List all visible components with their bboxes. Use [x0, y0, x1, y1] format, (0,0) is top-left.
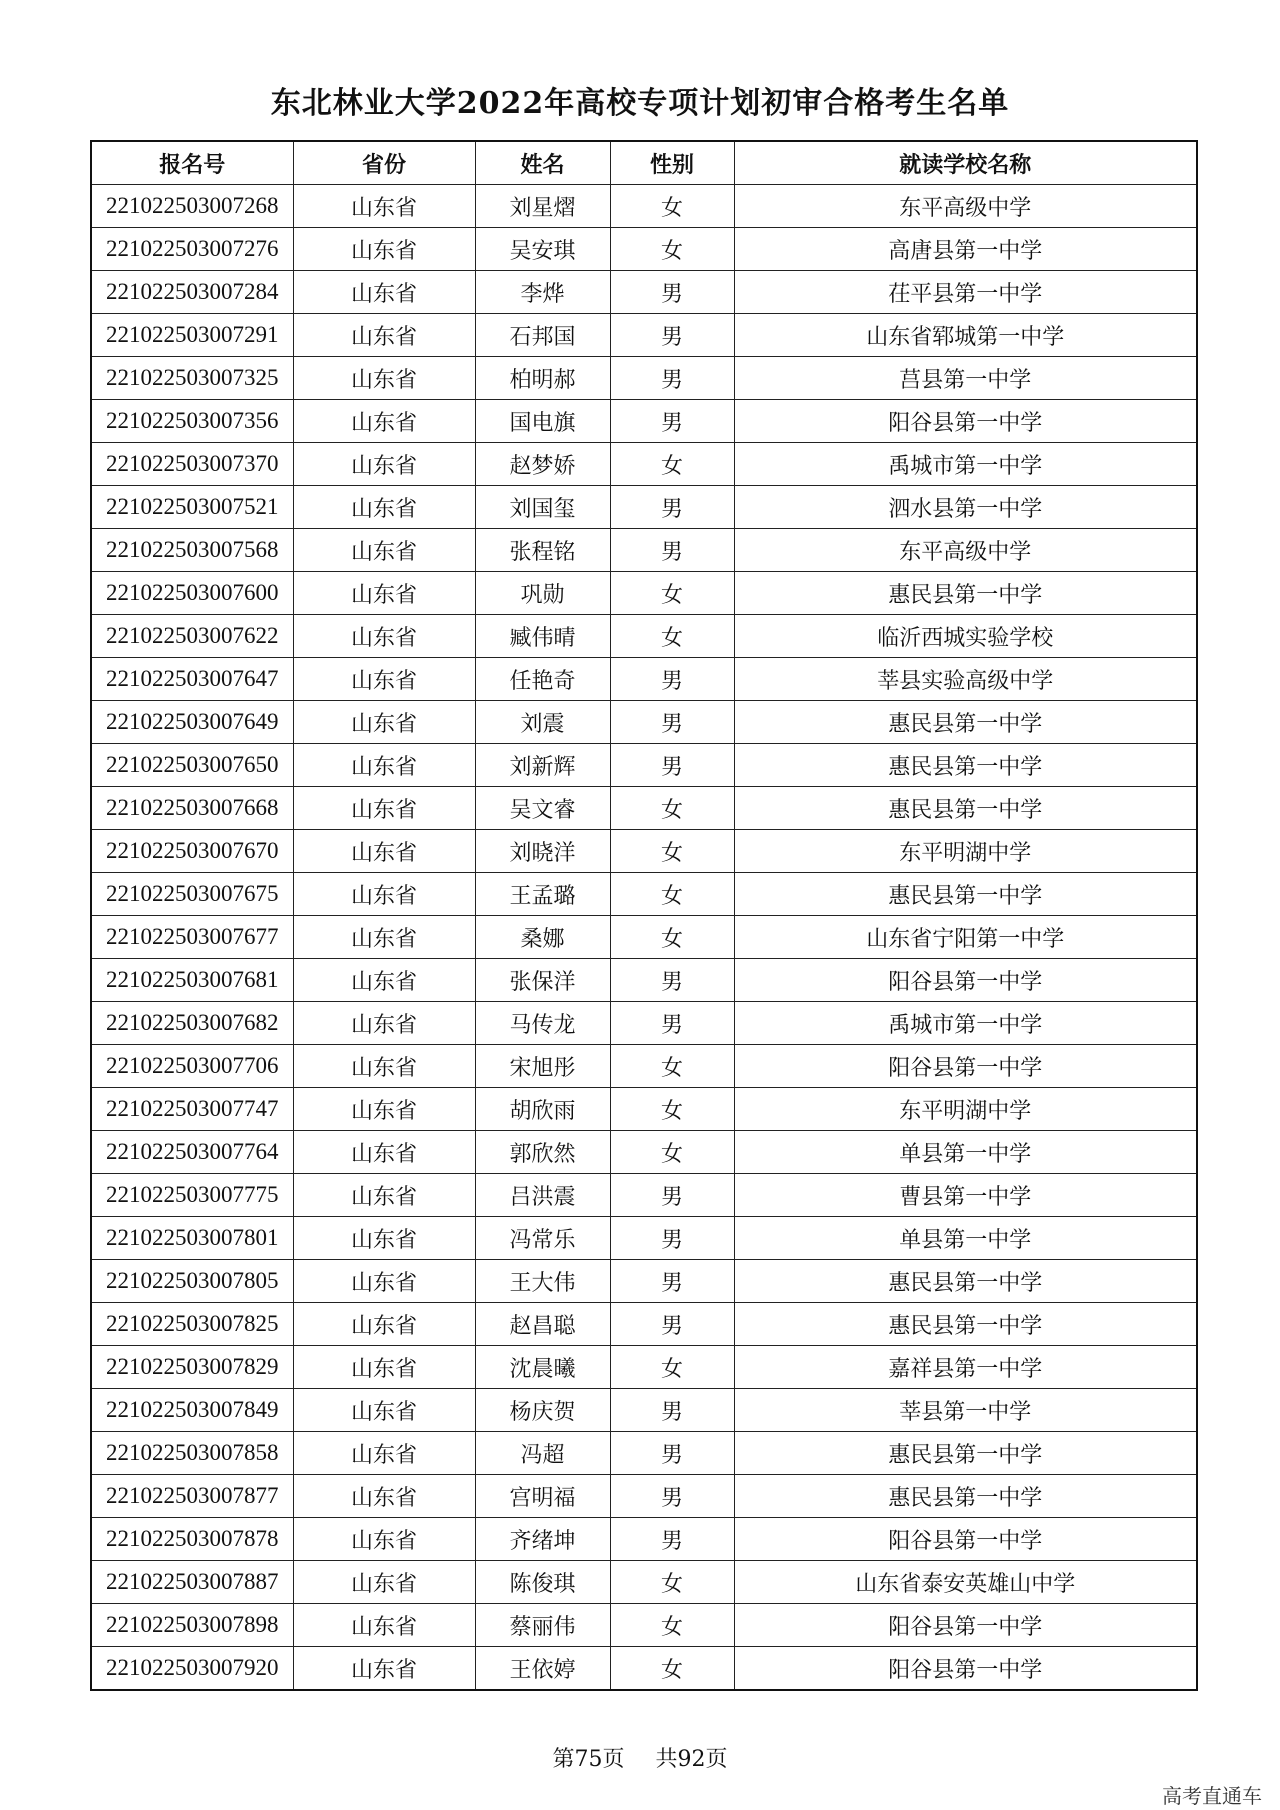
gender-cell: 男 [610, 529, 734, 572]
table-row [91, 873, 1197, 916]
gender-cell: 男 [610, 1518, 734, 1561]
gender-cell: 女 [610, 443, 734, 486]
registration-number-cell: 221022503007622 [91, 615, 293, 658]
name-cell: 冯常乐 [475, 1217, 610, 1260]
page-total: 共92页 [655, 1747, 728, 1772]
registration-number-cell: 22102250300726​8 [91, 185, 293, 228]
name-cell: 蔡丽伟 [475, 1604, 610, 1647]
school-cell: 阳谷县第一中学 [734, 959, 1197, 1002]
registration-number-cell: 221022503007682 [91, 1002, 293, 1045]
school-cell: 禹城市第一中学 [734, 1002, 1197, 1045]
name-cell: 刘晓洋 [475, 830, 610, 873]
name-cell: 马传龙 [475, 1002, 610, 1045]
table-row [91, 572, 1197, 615]
province-cell: 山东省 [293, 959, 475, 1002]
province-cell: 山东省 [293, 486, 475, 529]
registration-number-cell: 221022503007647 [91, 658, 293, 701]
table-row [91, 615, 1197, 658]
province-cell: 山东省 [293, 1346, 475, 1389]
registration-number-cell: 221022503007649 [91, 701, 293, 744]
name-cell: 王孟璐 [475, 873, 610, 916]
table-row [91, 271, 1197, 314]
name-cell: 王依婷 [475, 1647, 610, 1691]
province-cell: 山东省 [293, 400, 475, 443]
province-cell: 山东省 [293, 443, 475, 486]
registration-number-cell: 221022503007877 [91, 1475, 293, 1518]
school-cell: 阳谷县第一中学 [734, 1647, 1197, 1691]
table-row [91, 228, 1197, 271]
name-cell: 国电旗 [475, 400, 610, 443]
name-cell: 张保洋 [475, 959, 610, 1002]
province-cell: 山东省 [293, 787, 475, 830]
registration-number-cell: 221022503007825 [91, 1303, 293, 1346]
registration-number-cell: 221022503007650 [91, 744, 293, 787]
table-row [91, 1561, 1197, 1604]
province-cell: 山东省 [293, 1303, 475, 1346]
school-cell: 东平高级中学 [734, 185, 1197, 228]
column-header-registration-number: 报名号 [91, 141, 293, 185]
name-cell: 臧伟晴 [475, 615, 610, 658]
school-cell: 单县第一中学 [734, 1217, 1197, 1260]
table-row [91, 701, 1197, 744]
province-cell: 山东省 [293, 916, 475, 959]
page-number: 第75页 [552, 1747, 625, 1772]
column-header-school: 就读学校名称 [734, 141, 1197, 185]
name-cell: 宫明福 [475, 1475, 610, 1518]
name-cell: 任艳奇 [475, 658, 610, 701]
gender-cell: 女 [610, 228, 734, 271]
table-row [91, 314, 1197, 357]
gender-cell: 女 [610, 1604, 734, 1647]
province-cell: 山东省 [293, 1561, 475, 1604]
school-cell: 惠民县第一中学 [734, 1432, 1197, 1475]
province-cell: 山东省 [293, 658, 475, 701]
name-cell: 巩勋 [475, 572, 610, 615]
table-row [91, 1604, 1197, 1647]
province-cell: 山东省 [293, 572, 475, 615]
province-cell: 山东省 [293, 1604, 475, 1647]
province-cell: 山东省 [293, 1174, 475, 1217]
table-row [91, 1303, 1197, 1346]
province-cell: 山东省 [293, 1475, 475, 1518]
table-row [91, 1432, 1197, 1475]
school-cell: 东平明湖中学 [734, 830, 1197, 873]
name-cell: 郭欣然 [475, 1131, 610, 1174]
province-cell: 山东省 [293, 1260, 475, 1303]
province-cell: 山东省 [293, 1389, 475, 1432]
gender-cell: 男 [610, 314, 734, 357]
gender-cell: 男 [610, 1475, 734, 1518]
registration-number-cell: 221022503007276 [91, 228, 293, 271]
registration-number-cell: 221022503007568 [91, 529, 293, 572]
gender-cell: 男 [610, 1260, 734, 1303]
table-row [91, 744, 1197, 787]
name-cell: 沈晨曦 [475, 1346, 610, 1389]
province-cell: 山东省 [293, 873, 475, 916]
gender-cell: 男 [610, 701, 734, 744]
registration-number-cell: 221022503007291 [91, 314, 293, 357]
school-cell: 泗水县第一中学 [734, 486, 1197, 529]
registration-number-cell: 221022503007829 [91, 1346, 293, 1389]
registration-number-cell: 221022503007706 [91, 1045, 293, 1088]
gender-cell: 男 [610, 486, 734, 529]
school-cell: 惠民县第一中学 [734, 1260, 1197, 1303]
province-cell: 山东省 [293, 1131, 475, 1174]
province-cell: 山东省 [293, 1217, 475, 1260]
school-cell: 惠民县第一中学 [734, 1475, 1197, 1518]
table-row [91, 959, 1197, 1002]
table-row [91, 658, 1197, 701]
registration-number-cell: 221022503007356 [91, 400, 293, 443]
province-cell: 山东省 [293, 1432, 475, 1475]
gender-cell: 男 [610, 1432, 734, 1475]
column-header-province: 省份 [293, 141, 475, 185]
table-row [91, 185, 1197, 228]
province-cell: 山东省 [293, 1647, 475, 1691]
table-row [91, 357, 1197, 400]
name-cell: 王大伟 [475, 1260, 610, 1303]
name-cell: 赵昌聪 [475, 1303, 610, 1346]
name-cell: 宋旭彤 [475, 1045, 610, 1088]
table-row [91, 787, 1197, 830]
registration-number-cell: 221022503007920 [91, 1647, 293, 1691]
school-cell: 曹县第一中学 [734, 1174, 1197, 1217]
school-cell: 单县第一中学 [734, 1131, 1197, 1174]
name-cell: 刘震 [475, 701, 610, 744]
table-row [91, 1174, 1197, 1217]
gender-cell: 男 [610, 1389, 734, 1432]
gender-cell: 女 [610, 1131, 734, 1174]
school-cell: 阳谷县第一中学 [734, 400, 1197, 443]
gender-cell: 男 [610, 1303, 734, 1346]
gender-cell: 男 [610, 1002, 734, 1045]
province-cell: 山东省 [293, 1088, 475, 1131]
province-cell: 山东省 [293, 615, 475, 658]
registration-number-cell: 221022503007521 [91, 486, 293, 529]
gender-cell: 男 [610, 959, 734, 1002]
registration-number-cell: 221022503007878 [91, 1518, 293, 1561]
table-header-row [91, 141, 1197, 185]
school-cell: 莒县第一中学 [734, 357, 1197, 400]
gender-cell: 女 [610, 916, 734, 959]
name-cell: 吕洪震 [475, 1174, 610, 1217]
registration-number-cell: 221022503007370 [91, 443, 293, 486]
table-row [91, 1217, 1197, 1260]
school-cell: 惠民县第一中学 [734, 873, 1197, 916]
gender-cell: 女 [610, 787, 734, 830]
school-cell: 高唐县第一中学 [734, 228, 1197, 271]
name-cell: 冯超 [475, 1432, 610, 1475]
name-cell: 胡欣雨 [475, 1088, 610, 1131]
province-cell: 山东省 [293, 701, 475, 744]
registration-number-cell: 221022503007677 [91, 916, 293, 959]
watermark-text: 高考直通车 [1162, 1784, 1262, 1808]
gender-cell: 男 [610, 357, 734, 400]
province-cell: 山东省 [293, 1518, 475, 1561]
school-cell: 惠民县第一中学 [734, 744, 1197, 787]
name-cell: 张程铭 [475, 529, 610, 572]
gender-cell: 女 [610, 1346, 734, 1389]
table-row [91, 1131, 1197, 1174]
registration-number-cell: 221022503007325 [91, 357, 293, 400]
table-row [91, 830, 1197, 873]
table-row [91, 916, 1197, 959]
gender-cell: 男 [610, 658, 734, 701]
registration-number-cell: 221022503007805 [91, 1260, 293, 1303]
school-cell: 东平高级中学 [734, 529, 1197, 572]
registration-number-cell: 221022503007775 [91, 1174, 293, 1217]
school-cell: 山东省泰安英雄山中学 [734, 1561, 1197, 1604]
table-row [91, 486, 1197, 529]
name-cell: 李烨 [475, 271, 610, 314]
registration-number-cell: 221022503007747 [91, 1088, 293, 1131]
province-cell: 山东省 [293, 357, 475, 400]
registration-number-cell: 221022503007887 [91, 1561, 293, 1604]
table-row [91, 1475, 1197, 1518]
province-cell: 山东省 [293, 744, 475, 787]
table-row [91, 1647, 1197, 1691]
school-cell: 东平明湖中学 [734, 1088, 1197, 1131]
gender-cell: 女 [610, 830, 734, 873]
gender-cell: 男 [610, 1217, 734, 1260]
school-cell: 阳谷县第一中学 [734, 1518, 1197, 1561]
gender-cell: 男 [610, 1174, 734, 1217]
gender-cell: 女 [610, 873, 734, 916]
school-cell: 莘县第一中学 [734, 1389, 1197, 1432]
table-row [91, 1518, 1197, 1561]
table-row [91, 529, 1197, 572]
candidate-table [90, 140, 1198, 1691]
gender-cell: 男 [610, 271, 734, 314]
table-row [91, 1045, 1197, 1088]
table-row [91, 443, 1197, 486]
registration-number-cell: 221022503007600 [91, 572, 293, 615]
page-footer [0, 1742, 1280, 1773]
gender-cell: 女 [610, 1561, 734, 1604]
province-cell: 山东省 [293, 185, 475, 228]
gender-cell: 女 [610, 615, 734, 658]
registration-number-cell: 221022503007898 [91, 1604, 293, 1647]
gender-cell: 女 [610, 1088, 734, 1131]
province-cell: 山东省 [293, 1002, 475, 1045]
column-header-name: 姓名 [475, 141, 610, 185]
table-row [91, 1346, 1197, 1389]
school-cell: 嘉祥县第一中学 [734, 1346, 1197, 1389]
name-cell: 刘星熠 [475, 185, 610, 228]
school-cell: 禹城市第一中学 [734, 443, 1197, 486]
document-title: 东北林业大学2022年高校专项计划初审合格考生名单 [270, 86, 1010, 121]
gender-cell: 女 [610, 185, 734, 228]
province-cell: 山东省 [293, 228, 475, 271]
gender-cell: 女 [610, 1647, 734, 1691]
school-cell: 惠民县第一中学 [734, 1303, 1197, 1346]
name-cell: 刘国玺 [475, 486, 610, 529]
school-cell: 茌平县第一中学 [734, 271, 1197, 314]
table-row [91, 1389, 1197, 1432]
table-row [91, 1260, 1197, 1303]
gender-cell: 男 [610, 400, 734, 443]
province-cell: 山东省 [293, 1045, 475, 1088]
school-cell: 山东省宁阳第一中学 [734, 916, 1197, 959]
registration-number-cell: 221022503007284 [91, 271, 293, 314]
name-cell: 石邦国 [475, 314, 610, 357]
school-cell: 莘县实验高级中学 [734, 658, 1197, 701]
school-cell: 惠民县第一中学 [734, 572, 1197, 615]
school-cell: 临沂西城实验学校 [734, 615, 1197, 658]
table-row [91, 400, 1197, 443]
registration-number-cell: 221022503007675 [91, 873, 293, 916]
gender-cell: 男 [610, 744, 734, 787]
school-cell: 惠民县第一中学 [734, 787, 1197, 830]
name-cell: 齐绪坤 [475, 1518, 610, 1561]
province-cell: 山东省 [293, 314, 475, 357]
name-cell: 吴安琪 [475, 228, 610, 271]
name-cell: 赵梦娇 [475, 443, 610, 486]
school-cell: 惠民县第一中学 [734, 701, 1197, 744]
province-cell: 山东省 [293, 529, 475, 572]
registration-number-cell: 221022503007670 [91, 830, 293, 873]
registration-number-cell: 221022503007858 [91, 1432, 293, 1475]
gender-cell: 女 [610, 572, 734, 615]
registration-number-cell: 221022503007668 [91, 787, 293, 830]
gender-cell: 女 [610, 1045, 734, 1088]
name-cell: 刘新辉 [475, 744, 610, 787]
table-body [91, 185, 1197, 1691]
school-cell: 山东省郓城第一中学 [734, 314, 1197, 357]
table-row [91, 1088, 1197, 1131]
table-row [91, 1002, 1197, 1045]
registration-number-cell: 221022503007764 [91, 1131, 293, 1174]
column-header-gender: 性别 [610, 141, 734, 185]
province-cell: 山东省 [293, 830, 475, 873]
registration-number-cell: 221022503007681 [91, 959, 293, 1002]
school-cell: 阳谷县第一中学 [734, 1604, 1197, 1647]
registration-number-cell: 221022503007801 [91, 1217, 293, 1260]
name-cell: 吴文睿 [475, 787, 610, 830]
province-cell: 山东省 [293, 271, 475, 314]
name-cell: 柏明郝 [475, 357, 610, 400]
name-cell: 桑娜 [475, 916, 610, 959]
name-cell: 陈俊琪 [475, 1561, 610, 1604]
school-cell: 阳谷县第一中学 [734, 1045, 1197, 1088]
registration-number-cell: 221022503007849 [91, 1389, 293, 1432]
name-cell: 杨庆贺 [475, 1389, 610, 1432]
